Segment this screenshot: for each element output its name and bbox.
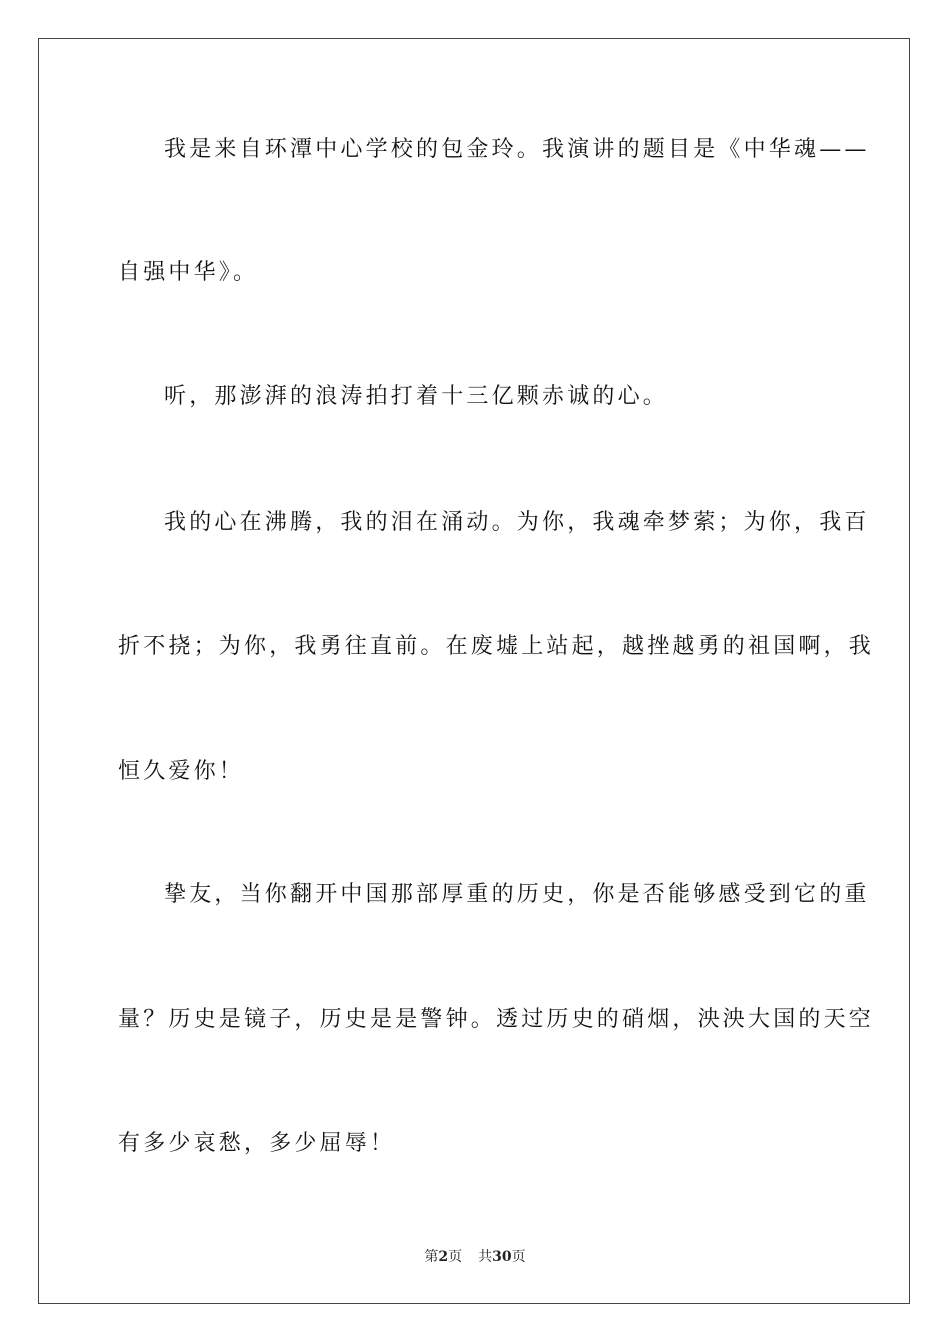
paragraph-4-line-2: 量？历史是镜子，历史是是警钟。透过历史的硝烟，泱泱大国的天空 [118,1007,875,1032]
paragraph-3-line-1: 我的心在沸腾，我的泪在涌动。为你，我魂牵梦萦；为你，我百 [164,510,870,535]
page-suffix: 页 [448,1249,463,1265]
paragraph-1-line-2: 自强中华》。 [118,260,259,285]
page-prefix: 第 [424,1249,439,1265]
page-footer [0,1248,950,1266]
total-suffix: 页 [511,1249,526,1265]
paragraph-3-line-3: 恒久爱你！ [118,759,245,784]
total-pages: 30 [492,1249,512,1265]
paragraph-3-line-2: 折不挠；为你，我勇往直前。在废墟上站起，越挫越勇的祖国啊，我 [118,634,875,659]
page-number: 2 [438,1249,449,1265]
paragraph-4-line-3: 有多少哀愁，多少屈辱！ [118,1131,396,1156]
paragraph-1-line-1: 我是来自环潭中心学校的包金玲。我演讲的题目是《中华魂—— [164,137,870,162]
paragraph-2-line-1: 听，那澎湃的浪涛拍打着十三亿颗赤诚的心。 [164,384,669,409]
total-prefix: 共 [478,1249,493,1265]
paragraph-4-line-1: 挚友，当你翻开中国那部厚重的历史，你是否能够感受到它的重 [164,882,870,907]
page-frame [38,38,910,1304]
